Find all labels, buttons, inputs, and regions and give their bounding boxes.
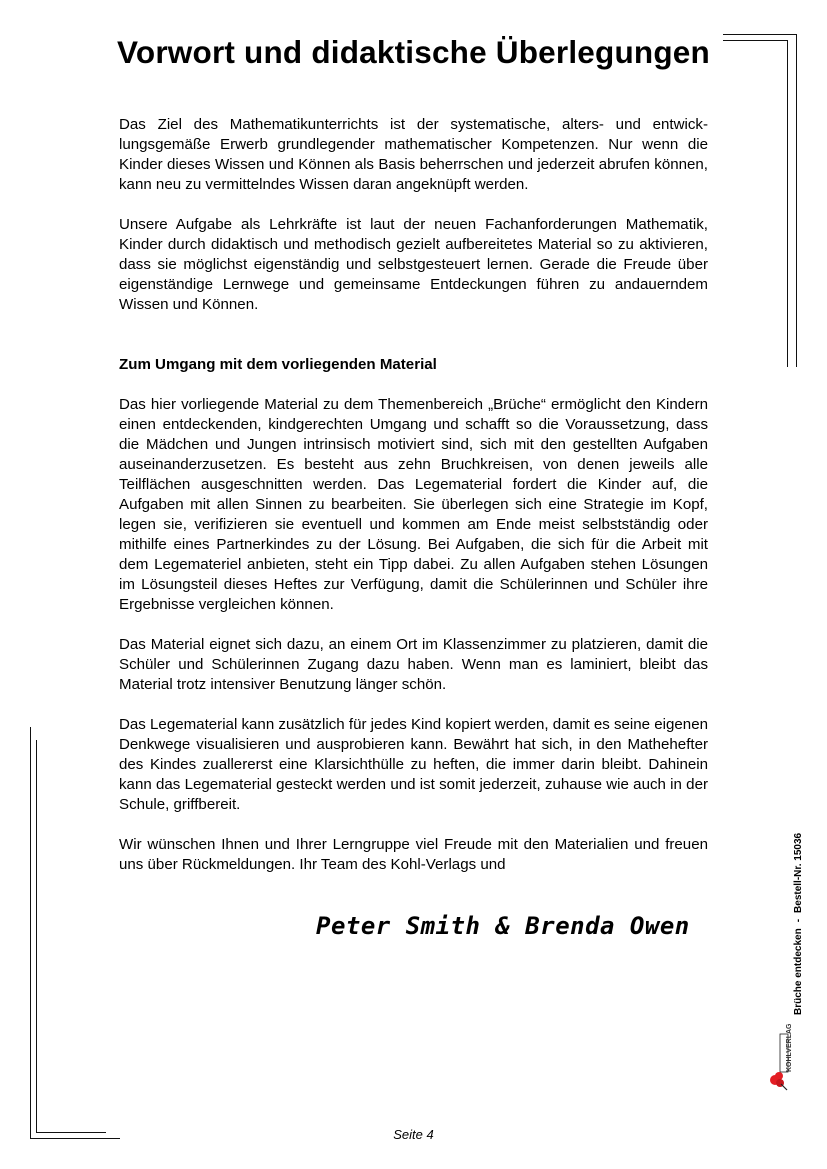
material-paragraph-4: Wir wünschen Ihnen und Ihrer Lerngruppe viel Freude mit den Materialien und freuen uns über Rückmeldungen. Ihr Team des Kohl-Verlags und xyxy=(119,836,708,873)
intro-paragraph-1: Das Ziel des Mathematikunterrichts ist der systematische, alters- und entwicklungsgemäße Erwerb grundlegender mathematischer Kompetenzen. Nur wenn die Kinder dieses Wissen und Können als Basis beherrschen und jederzeit abrufen können, kann neu zu vermittelndes Wissen daran angeknüpft werden. xyxy=(119,116,708,193)
frame-top-right-vertical-inner xyxy=(787,40,788,367)
frame-top-right-vertical-outer xyxy=(796,34,797,367)
author-signature: Peter Smith & Brenda Owen xyxy=(316,912,690,940)
side-label-book-title: Brüche entdecken xyxy=(793,928,804,1015)
publisher-logo-text: KOHLVERLAG xyxy=(786,1023,793,1072)
section-spacer xyxy=(119,335,708,355)
page-title: Vorwort und didaktische Überlegungen xyxy=(117,34,710,70)
side-label xyxy=(793,833,804,1015)
section-heading: Zum Umgang mit dem vorliegenden Material xyxy=(119,356,437,373)
intro-paragraph-2: Unsere Aufgabe als Lehrkräfte ist laut der neuen Fachanforderungen Mathematik, Kinder durch didaktisch und methodisch gezielt aufbereitetes Material so zu aktivieren, dass sie möglichst eigenständig und selbstgesteuert lernen. Gerade die Freude über eigenständige Lernwege und gemeinsame Entdeckungen führen zu andauerndem Wissen und Können. xyxy=(119,216,708,313)
frame-bottom-left-vertical-outer xyxy=(30,727,31,1139)
body-text xyxy=(119,115,708,895)
side-label-order-number: Bestell-Nr. 15036 xyxy=(793,832,804,913)
frame-bottom-left-vertical-inner xyxy=(36,740,37,1133)
material-paragraph-3: Das Legematerial kann zusätzlich für jedes Kind kopiert werden, damit es seine eigenen Denkwege visualisieren und ausprobieren kann. Bewährt hat sich, in den Mathehefter des Kindes zuallererst eine Klarsichthülle zu heften, die immer darin bleibt. Dahinein kann das Legematerial gesteckt werden und ist somit jederzeit, zuhause wie auch in der Schule, griffbereit. xyxy=(119,716,708,813)
side-label-separator: - xyxy=(793,918,804,923)
page-number: Seite 4 xyxy=(393,1127,434,1142)
material-paragraph-2: Das Material eignet sich dazu, an einem Ort im Klassenzimmer zu platzieren, damit die Schüler und Schülerinnen Zugang dazu haben. Wenn man es laminiert, bleibt das Material trotz intensiver Benutzung länger schön. xyxy=(119,636,708,693)
material-paragraph-1: Das hier vorliegende Material zu dem Themenbereich „Brüche“ ermöglicht den Kindern einen entdeckenden, kindgerechten Umgang und schafft so die Voraussetzung, dass die Mädchen und Jungen intrinsisch motiviert sind, sich mit den gestellten Aufgaben auseinanderzusetzen. Es besteht aus zehn Bruchkreisen, von denen jeweils alle Teilflächen ausgeschnitten werden. Das Legematerial fordert die Kinder auf, die Aufgaben mit allen Sinnen zu bearbeiten. Sie überlegen sich eine Strategie im Kopf, legen sie, verifizieren sie eventuell und kommen am Ende meist selbstständig oder mithilfe eines Partnerkindes zu der Lösung. Bei Aufgaben, die sich für die Arbeit mit dem Legemateriel anbieten, steht ein Tipp dabei. Zu allen Aufgaben stehen Lösungen im Lösungsteil dieses Heftes zur Verfügung, damit die Schülerinnen und Schüler ihre Ergebnisse vergleichen können. xyxy=(119,396,708,613)
